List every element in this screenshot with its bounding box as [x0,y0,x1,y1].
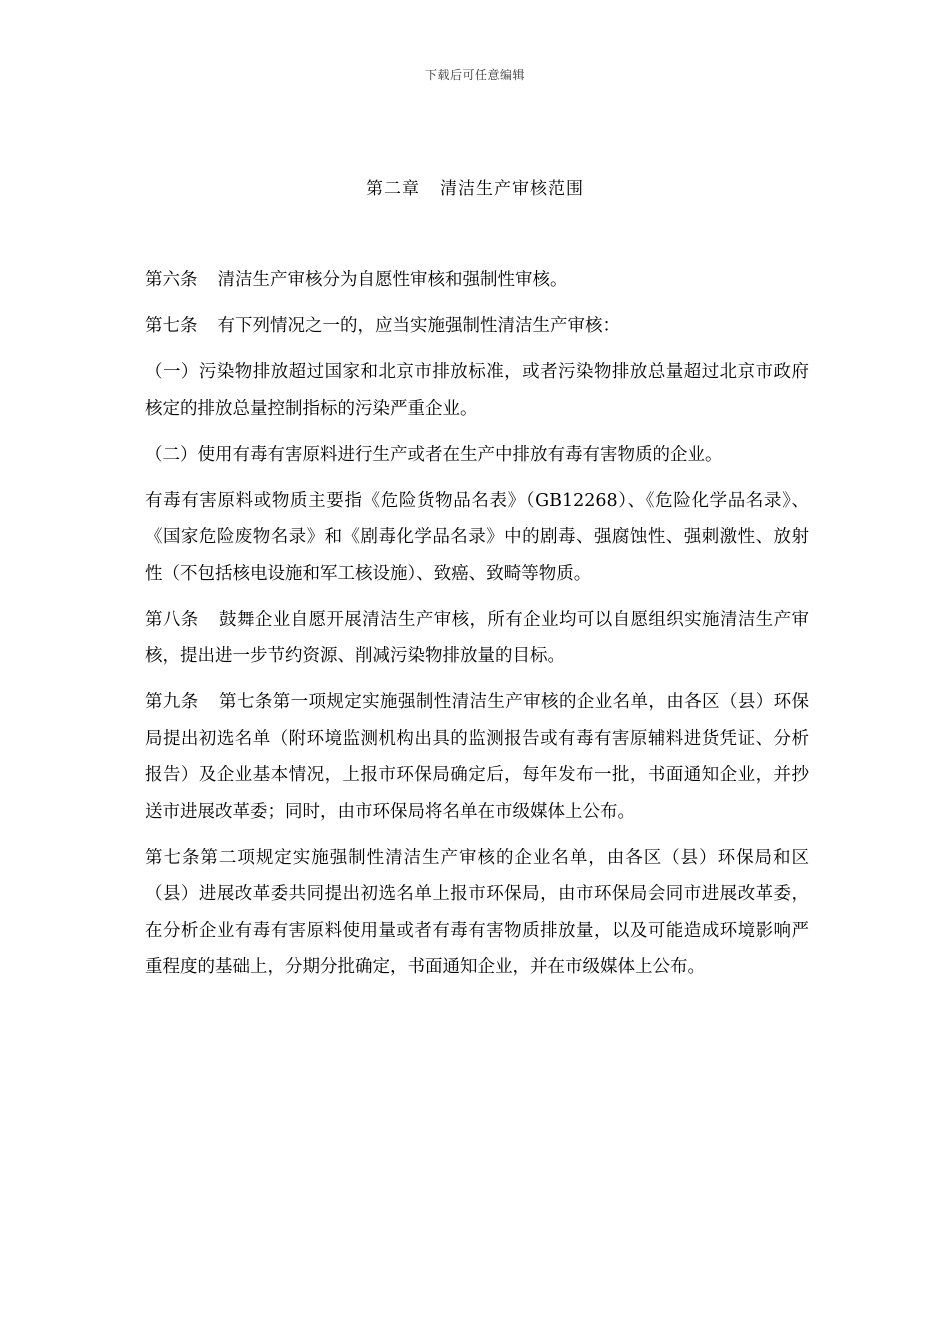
article-label: 第八条 [145,609,199,630]
paragraph-text: （二）使用有毒有害原料进行生产或者在生产中排放有毒有害物质的企业。 [145,444,723,465]
article-label: 第七条 [145,316,198,336]
paragraph-text: 鼓舞企业自愿开展清洁生产审核，所有企业均可以自愿组织实施清洁生产审核，提出进一步节约资源、削减污染物排放量的目标。 [145,609,810,666]
paragraph-article-6 [145,262,809,299]
document-body [145,262,809,995]
paragraph-text: 有下列情况之一的，应当实施强制性清洁生产审核： [217,316,620,336]
chapter-title: 清洁生产审核范围 [440,179,584,199]
paragraph-article-9-part-2 [145,840,809,986]
chapter-number: 第二章 [366,179,420,199]
paragraph-text: 第七条第二项规定实施强制性清洁生产审核的企业名单，由各区（县）环保局和区（县）进展改革委共同提出初选名单上报市环保局，由市环保局会同市进展改革委，在分析企业有毒有害原料使用量或者有毒有害物质排放量，以及可能造成环境影响严重程度的基础上，分期分批确定，书面通知企业，并在市级媒体上公布。 [145,847,809,977]
paragraph-text: 清洁生产审核分为自愿性审核和强制性审核。 [217,270,568,290]
paragraph-article-7 [145,308,809,345]
paragraph-item-2 [145,437,809,474]
page-header-note: 下载后可任意编辑 [424,68,525,82]
paragraph-text: 第七条第一项规定实施强制性清洁生产审核的企业名单，由各区（县）环保局提出初选名单（附环境监测机构出具的监测报告或有毒有害原辅料进货凭证、分析报告）及企业基本情况，上报市环保局确定后，每年发布一批，书面通知企业，并抄送市进展改革委；同时，由市环保局将名单在市级媒体上公布。 [145,692,810,822]
paragraph-article-9 [145,684,809,830]
paragraph-text: 有毒有害原料或物质主要指《危险货物品名表》（GB12268）、《危险化学品名录》、《国家危险废物名录》和《剧毒化学品名录》中的剧毒、强腐蚀性、强刺激性、放射性（不包括核电设施和军工核设施）、致癌、致畸等物质。 [145,490,809,584]
paragraph-article-8 [145,602,809,675]
paragraph-text: （一）污染物排放超过国家和北京市排放标准，或者污染物排放总量超过北京市政府核定的排放总量控制指标的污染严重企业。 [145,362,809,419]
chapter-heading [0,174,950,199]
article-label: 第九条 [145,692,199,712]
paragraph-item-1 [145,354,809,427]
article-label: 第六条 [145,270,198,290]
paragraph-hazardous-definition [145,483,809,593]
